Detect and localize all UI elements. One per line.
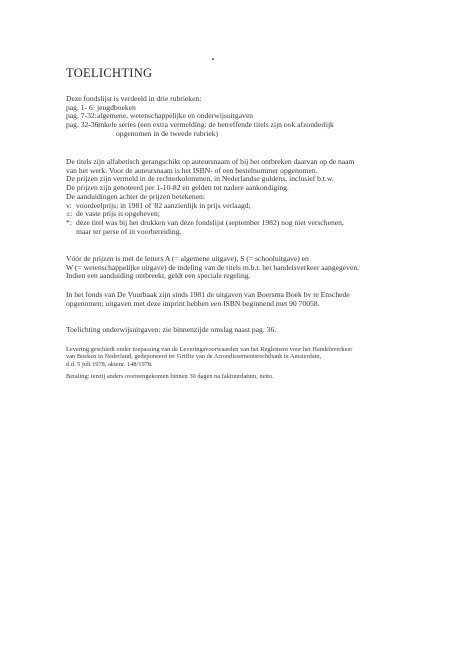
explanation-section xyxy=(66,158,354,236)
explanation-line: van het werk. Voor de auteursnaam is het ISBN- of een bestelnummer opgenomen. xyxy=(66,165,318,175)
education-note xyxy=(66,326,276,335)
classification-line: W (= wetenschappelijke uitgave) de indeling van de titels m.b.t. het handelsverkeer aangegeven. xyxy=(66,262,360,272)
page-title: TOELICHTING xyxy=(66,66,153,80)
rubric-text: algemene, wetenschappelijke en onderwijsuitgaven xyxy=(97,111,254,121)
symbol-key: ±: xyxy=(66,209,73,219)
page-mark-dot xyxy=(212,58,214,60)
explanation-line: De aanduidingen achter de prijzen betekenen: xyxy=(66,191,205,201)
rubric-pages: pag. 1- 6: xyxy=(66,102,95,112)
symbol-continuation: maar ter perse of in voorbereiding. xyxy=(76,226,182,236)
explanation-line: De prijzen zijn genoteerd per 1-10-82 en gelden tot nadere aankondiging. xyxy=(66,183,289,193)
explanation-line: De prijzen zijn vermeld in de rechterkolommen, in Nederlandse guldens, inclusief b.t.w. xyxy=(66,174,334,184)
intro-lead: Deze fondslijst is verdeeld in drie rubrieken: xyxy=(66,94,202,103)
rubric-pages: pag. 7-32: xyxy=(66,111,97,121)
symbol-key: *: xyxy=(66,217,72,227)
rubric-continuation: opgenomen in de tweede rubriek) xyxy=(116,128,219,138)
classification-line: Indien een aanduiding ontbreekt, geldt een speciale regeling. xyxy=(66,271,251,281)
symbol-text: de vaste prijs is opgeheven; xyxy=(76,209,160,219)
symbol-key: v: xyxy=(66,200,72,210)
symbol-text: deze titel was bij het drukken van deze fondslijst (september 1982) nog niet verschenen, xyxy=(76,217,344,227)
symbol-text: voordeelprijs; in 1981 of '82 aanzienlijk in prijs verlaagd; xyxy=(76,200,251,210)
classification-section xyxy=(66,255,359,281)
classification-line: Vóór de prijzen is met de letters A (= algemene uitgave), S (= schooluitgave) en xyxy=(66,254,309,263)
imprint-section xyxy=(66,291,350,308)
imprint-line: In het fonds van De Vuurbaak zijn sinds 1981 de uitgaven van Boersma Boek bv te Enschede xyxy=(66,290,350,299)
rubric-text: enkele series (een extra vermelding: de betreffende titels zijn ook afzonderlijk xyxy=(97,120,334,130)
rubric-pages: pag. 32-36: xyxy=(66,120,101,130)
delivery-terms xyxy=(66,346,352,368)
payment-terms xyxy=(66,373,274,380)
rubric-text: jeugdboeken xyxy=(97,102,136,112)
imprint-line: opgenomen; uitgaven met deze imprint hebben een ISBN beginnend met 90 70058. xyxy=(66,298,320,308)
payment-terms-line: Betaling: tenzij anders overeengekomen binnen 30 dagen na faktuurdatum, netto. xyxy=(66,373,274,380)
delivery-terms-line: Levering geschiedt onder toepassing van de Leveringsvoorwaarden van het Reglement voor het Handelsverkeer xyxy=(66,346,353,353)
delivery-terms-line: van Boeken in Nederland, gedeponeerd ter Griffie van de Arrondissementsrechtbank te Amsterdam, xyxy=(66,353,322,361)
intro-section xyxy=(66,95,334,139)
education-note-line: Toelichting onderwijsuitgaven: zie binnenzijde omslag naast pag. 36. xyxy=(66,325,277,334)
explanation-line: De titels zijn alfabetisch gerangschikt op auteursnaam of bij het ontbreken daarvan op de naam xyxy=(66,157,355,166)
delivery-terms-line: d.d. 5 juli 1978, aktenr. 148/1978. xyxy=(66,360,153,368)
